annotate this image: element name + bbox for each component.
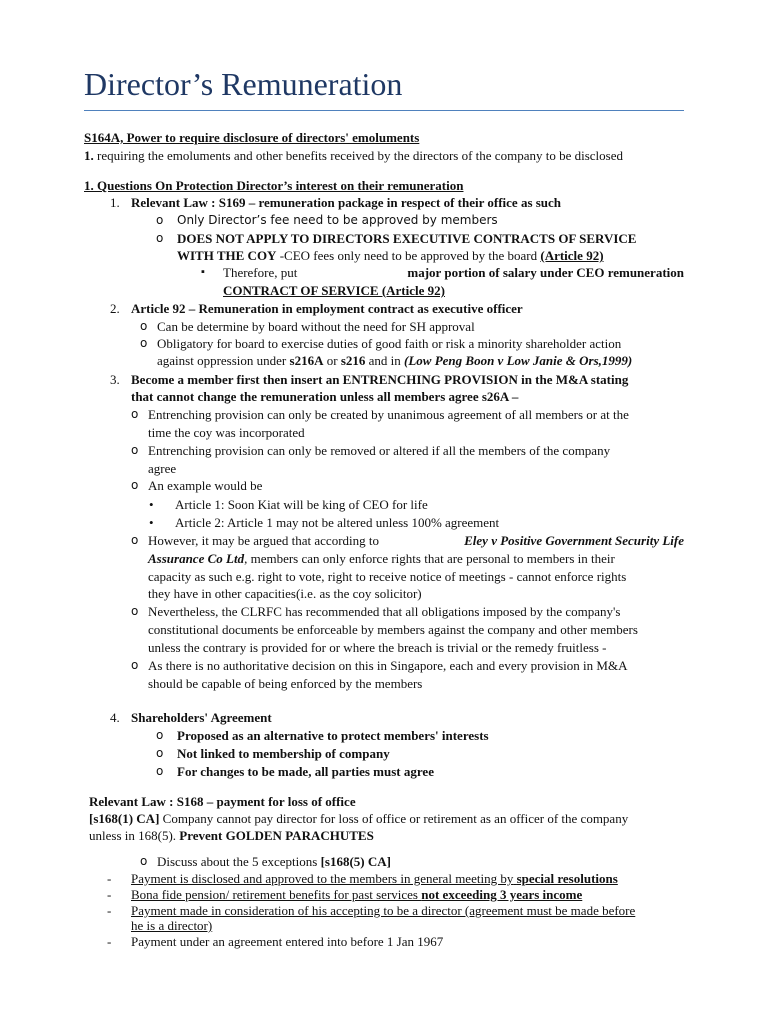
however-text: However, it may be argued that according to: [148, 533, 379, 548]
s216a-ref: s216A: [289, 353, 324, 368]
members-enforce-text: , members can only enforce rights that are personal to members in their: [244, 551, 615, 566]
dot-bullet: •: [149, 497, 154, 512]
q1-item3-d-line2: [148, 550, 615, 568]
q1-item3-d-line4: they have in other capacities(i.e. as the coy solicitor): [148, 586, 422, 601]
golden-parachutes: Prevent GOLDEN PARACHUTES: [179, 828, 374, 843]
q1-item4-number: 4.: [110, 710, 120, 725]
s168-discuss: [157, 853, 391, 871]
q1-item2-text: Article 92 – Remuneration in employment contract as executive officer: [131, 301, 523, 316]
eley-case-part1: Eley v Positive Government Security Life: [464, 533, 684, 548]
q1-item1-square-line1: [223, 264, 684, 282]
o-bullet: o: [156, 231, 164, 245]
q1-item4-sub3: For changes to be made, all parties must agree: [177, 764, 434, 779]
q1-item3-f-line1: As there is no authoritative decision on this in Singapore, each and every provision in M&A: [148, 658, 628, 673]
s168-5-ref: [s168(5) CA]: [320, 854, 391, 869]
dash-bullet: -: [107, 871, 112, 886]
with-the-coy: WITH THE COY: [177, 248, 277, 263]
q1-item3-d-line3: capacity as such e.g. right to vote, right to receive notice of meetings - cannot enforce rights: [148, 569, 627, 584]
exception-1: [131, 870, 618, 888]
o-bullet: o: [131, 407, 139, 421]
q1-item3-number: 3.: [110, 372, 120, 387]
o-bullet: o: [156, 213, 164, 227]
contract-of-service: CONTRACT OF SERVICE (Article 92): [223, 283, 445, 298]
q1-item3-line1: Become a member first then insert an ENTRENCHING PROVISION in the M&A stating: [131, 372, 629, 387]
s164a-item-text: requiring the emoluments and other benefits received by the directors of the company to be disclosed: [97, 148, 623, 163]
q1-item3-e-line3: unless the contrary is provided for or where the breach is trivial or the remedy fruitless -: [148, 640, 607, 655]
exception-2-text: Bona fide pension/ retirement benefits for past services: [131, 887, 418, 902]
s168-heading: Relevant Law : S168 – payment for loss of office: [89, 794, 356, 809]
q1-item2-number: 2.: [110, 301, 120, 316]
ceo-fees-text: -CEO fees only need to be approved by the board: [279, 248, 538, 263]
q1-item3-d-line1: [148, 532, 684, 550]
q1-item3-c-bullet2: Article 2: Article 1 may not be altered unless 100% agreement: [175, 515, 500, 530]
q1-item3-c: An example would be: [148, 478, 263, 493]
special-resolutions: special resolutions: [516, 871, 618, 886]
q1-item3-f-line2: should be capable of being enforced by the members: [148, 676, 423, 691]
o-bullet: o: [156, 746, 164, 760]
s164a-item: [84, 147, 623, 165]
s168-para-line1: [89, 810, 628, 828]
s164a-item-number: 1.: [84, 148, 94, 163]
q1-item2-sub2-line2: [157, 352, 632, 370]
o-bullet: o: [131, 604, 139, 618]
dash-bullet: -: [107, 934, 112, 949]
q1-heading: 1. Questions On Protection Director’s interest on their remuneration: [84, 178, 464, 193]
case-citation: (Low Peng Boon v Low Janie & Ors,1999): [404, 353, 633, 368]
dash-bullet: -: [107, 887, 112, 902]
s216-ref: s216: [340, 353, 366, 368]
q1-item3-a-line1: Entrenching provision can only be created by unanimous agreement of all members or at the: [148, 407, 629, 422]
s168-para-text2: unless in 168(5).: [89, 828, 177, 843]
q1-item4-text: Shareholders' Agreement: [131, 710, 272, 725]
q1-item1-sub1: Only Director’s fee need to be approved by members: [177, 213, 498, 227]
o-bullet: o: [140, 319, 148, 333]
q1-item3-b-line2: agree: [148, 461, 177, 476]
o-bullet: o: [140, 854, 148, 868]
s168-1-ref: [s168(1) CA]: [89, 811, 160, 826]
o-bullet: o: [131, 443, 139, 457]
q1-item2-sub1: Can be determine by board without the need for SH approval: [157, 319, 475, 334]
exception-1-text: Payment is disclosed and approved to the members in general meeting by: [131, 871, 514, 886]
q1-item1-sub2-line1: DOES NOT APPLY TO DIRECTORS EXECUTIVE CONTRACTS OF SERVICE: [177, 231, 637, 246]
page-title: Director’s Remuneration: [84, 66, 403, 102]
s164a-heading: S164A, Power to require disclosure of directors' emoluments: [84, 130, 420, 145]
dash-bullet: -: [107, 903, 112, 918]
dot-bullet: •: [149, 515, 154, 530]
title-rule: [84, 110, 684, 111]
o-bullet: o: [131, 533, 139, 547]
and-in-text: and in: [368, 353, 401, 368]
q1-item2-sub2-line1: Obligatory for board to exercise duties of good faith or risk a minority shareholder action: [157, 336, 622, 351]
q1-item3-c-bullet1: Article 1: Soon Kiat will be king of CEO for life: [175, 497, 428, 512]
o-bullet: o: [156, 728, 164, 742]
exception-2: [131, 886, 582, 904]
q1-item3-e-line2: constitutional documents be enforceable by members against the company and other members: [148, 622, 638, 637]
s168-para-text1: Company cannot pay director for loss of office or retirement as an officer of the company: [162, 811, 629, 826]
exception-3-line2: he is a director): [131, 918, 213, 933]
o-bullet: o: [156, 764, 164, 778]
eley-case-part2: Assurance Co Ltd: [148, 551, 245, 566]
q1-item3-a-line2: time the coy was incorporated: [148, 425, 305, 440]
s168-para-line2: [89, 827, 374, 845]
oppression-text: against oppression under: [157, 353, 287, 368]
o-bullet: o: [140, 336, 148, 350]
exception-4: Payment under an agreement entered into before 1 Jan 1967: [131, 934, 444, 949]
article-92-ref: (Article 92): [540, 248, 604, 263]
exception-3-line1: Payment made in consideration of his accepting to be a director (agreement must be made before: [131, 903, 636, 918]
therefore-put: Therefore, put: [223, 265, 298, 280]
q1-item3-e-line1: Nevertheless, the CLRFC has recommended that all obligations imposed by the company's: [148, 604, 621, 619]
q1-item1-sub2-line2: [177, 247, 604, 265]
o-bullet: o: [131, 478, 139, 492]
or-text: or: [326, 353, 338, 368]
q1-item3-line2: that cannot change the remuneration unless all members agree s26A –: [131, 389, 519, 404]
q1-item4-sub2: Not linked to membership of company: [177, 746, 390, 761]
q1-item1-text: Relevant Law : S169 – remuneration package in respect of their office as such: [131, 195, 562, 210]
q1-item1-number: 1.: [110, 195, 120, 210]
square-bullet: ▪: [201, 266, 205, 278]
q1-item3-b-line1: Entrenching provision can only be removed or altered if all the members of the company: [148, 443, 611, 458]
o-bullet: o: [131, 658, 139, 672]
q1-item4-sub1: Proposed as an alternative to protect members' interests: [177, 728, 489, 743]
major-portion-text: major portion of salary under CEO remuneration: [407, 265, 684, 280]
discuss-text: Discuss about the 5 exceptions: [157, 854, 318, 869]
not-exceeding-3-years: not exceeding 3 years income: [421, 887, 583, 902]
